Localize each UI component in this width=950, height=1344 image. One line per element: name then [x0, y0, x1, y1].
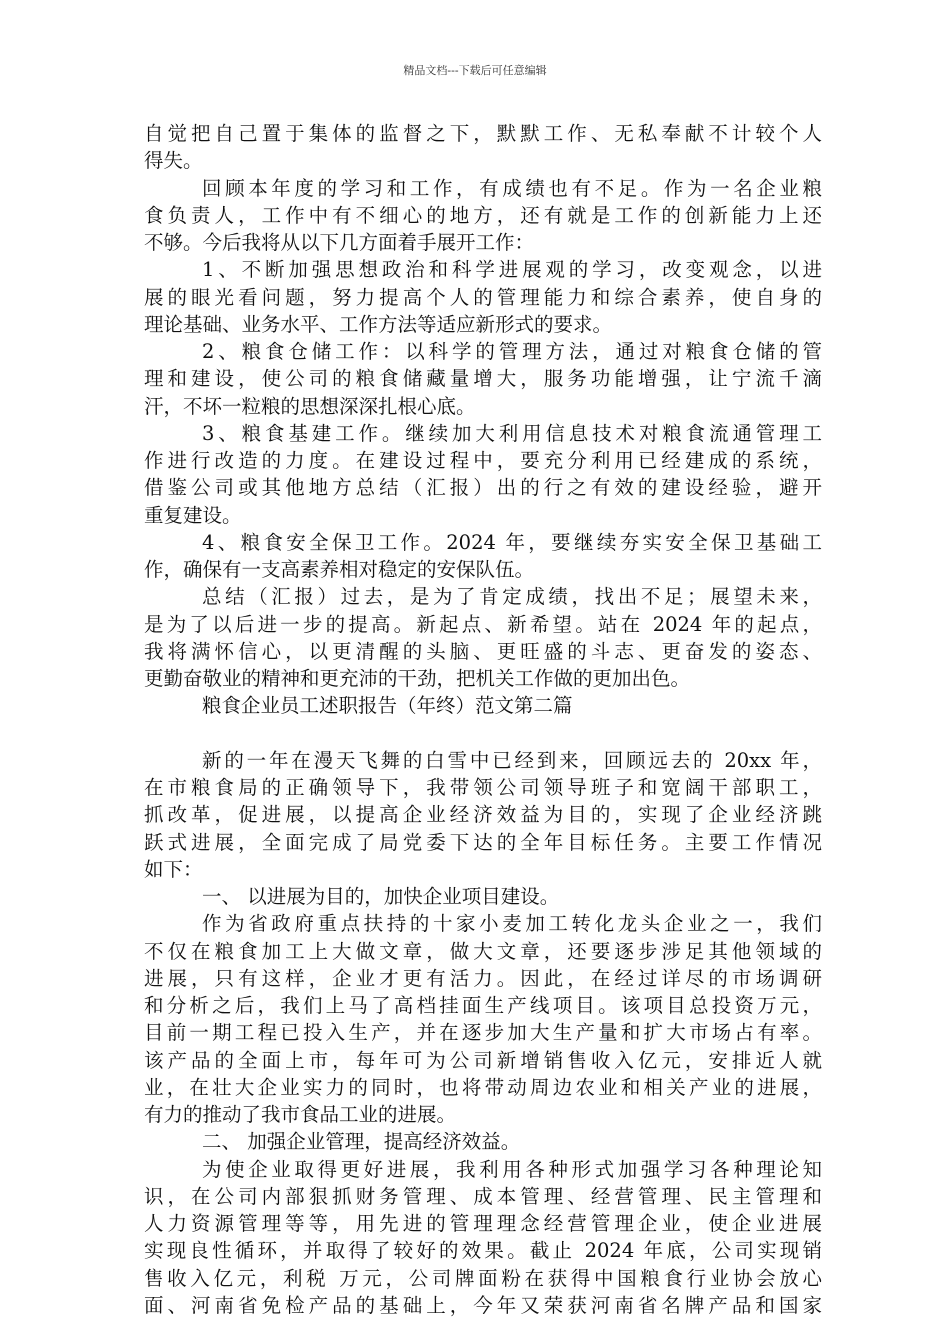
text-line: 更勤奋敬业的精神和更充沛的干劲，把机关工作做的更加出色。: [144, 667, 691, 690]
blank-line: [144, 720, 822, 747]
text-line: 3、粮食基建工作。继续加大利用信息技术对粮食流通管理工: [202, 421, 822, 445]
text-line: 一、 以进展为目的，加快企业项目建设。: [202, 885, 560, 908]
text-line: 售收入亿元，利税 万元，公司牌面粉在获得中国粮食行业协会放心: [144, 1266, 822, 1290]
text-line: 是为了以后进一步的提高。新起点、新希望。站在 2024 年的起点，: [144, 612, 822, 636]
text-line: 识，在公司内部狠抓财务管理、成本管理、经营管理、民主管理和: [144, 1184, 822, 1208]
text-line: 我将满怀信心，以更清醒的头脑、更旺盛的斗志、更奋发的姿态、: [144, 639, 822, 663]
text-line: 汗，不坏一粒粮的思想深深扎根心底。: [144, 394, 476, 418]
text-line: 不仅在粮食加工上大做文章，做大文章，还要逐步涉足其他领域的: [144, 939, 822, 963]
text-line: 新的一年在漫天飞舞的白雪中已经到来，回顾远去的 20xx 年，: [202, 748, 822, 772]
text-line: 展的眼光看问题，努力提高个人的管理能力和综合素养，使自身的: [144, 285, 822, 309]
text-line: 理论基础、业务水平、工作方法等适应新形式的要求。: [144, 312, 613, 336]
document-body: [144, 120, 822, 1319]
text-line: 理和建设，使公司的粮食储藏量增大，服务功能增强，让宁流千滴: [144, 367, 822, 391]
text-line: 作为省政府重点扶持的十家小麦加工转化龙头企业之一，我们: [202, 912, 822, 936]
text-line: 重复建设。: [144, 503, 242, 527]
text-line: 作进行改造的力度。在建设过程中，要充分利用已经建成的系统，: [144, 449, 822, 472]
text-line: 1、不断加强思想政治和科学进展观的学习，改变观念，以进: [202, 258, 822, 282]
text-line: 该产品的全面上市，每年可为公司新增销售收入亿元，安排近人就: [144, 1048, 822, 1072]
text-line: 有力的推动了我市食品工业的进展。: [144, 1103, 457, 1126]
text-line: 2、粮食仓储工作：以科学的管理方法，通过对粮食仓储的管: [202, 340, 822, 363]
text-line: 和分析之后，我们上马了高档挂面生产线项目。该项目总投资万元，: [144, 994, 822, 1017]
text-line: 面、河南省免检产品的基础上，今年又荣获河南省名牌产品和国家: [144, 1293, 822, 1317]
page-header: 精品文档---下载后可任意编辑: [403, 64, 547, 77]
text-line: 如下：: [144, 857, 203, 881]
text-line: 二、 加强企业管理，提高经济效益。: [202, 1130, 521, 1154]
text-line: 进展，只有这样，企业才更有活力。因此，在经过详尽的市场调研: [144, 966, 822, 990]
text-line: 粮食企业员工述职报告（年终）范文第二篇: [202, 694, 573, 718]
text-line: 目前一期工程已投入生产，并在逐步加大生产量和扩大市场占有率。: [144, 1021, 822, 1045]
text-line: 4、粮食安全保卫工作。2024 年，要继续夯实安全保卫基础工: [202, 530, 822, 554]
text-line: 为使企业取得更好进展，我利用各种形式加强学习各种理论知: [202, 1157, 822, 1181]
text-line: 借鉴公司或其他地方总结（汇报）出的行之有效的建设经验，避开: [144, 476, 822, 500]
text-line: 总结（汇报）过去，是为了肯定成绩，找出不足；展望未来，: [202, 585, 822, 609]
text-line: 人力资源管理等等，用先进的管理理念经营管理企业，使企业进展: [144, 1212, 822, 1235]
text-line: 抓改革，促进展，以提高企业经济效益为目的，实现了企业经济跳: [144, 803, 822, 827]
text-line: 食负责人，工作中有不细心的地方，还有就是工作的创新能力上还: [144, 203, 822, 227]
text-line: 得失。: [144, 149, 203, 173]
text-line: 业，在壮大企业实力的同时，也将带动周边农业和相关产业的进展，: [144, 1075, 822, 1099]
text-line: 不够。今后我将从以下几方面着手展开工作：: [144, 231, 535, 254]
text-line: 在市粮食局的正确领导下，我带领公司领导班子和宽阔干部职工，: [144, 776, 822, 799]
text-line: 自觉把自己置于集体的监督之下，默默工作、无私奉献不计较个人: [144, 122, 822, 145]
text-line: 跃式进展，全面完成了局党委下达的全年目标任务。主要工作情况: [144, 830, 822, 854]
text-line: 回顾本年度的学习和工作，有成绩也有不足。作为一名企业粮: [202, 176, 822, 200]
text-line: 作，确保有一支高素养相对稳定的安保队伍。: [144, 558, 535, 581]
text-line: 实现良性循环，并取得了较好的效果。截止 2024 年底，公司实现销: [144, 1239, 822, 1263]
